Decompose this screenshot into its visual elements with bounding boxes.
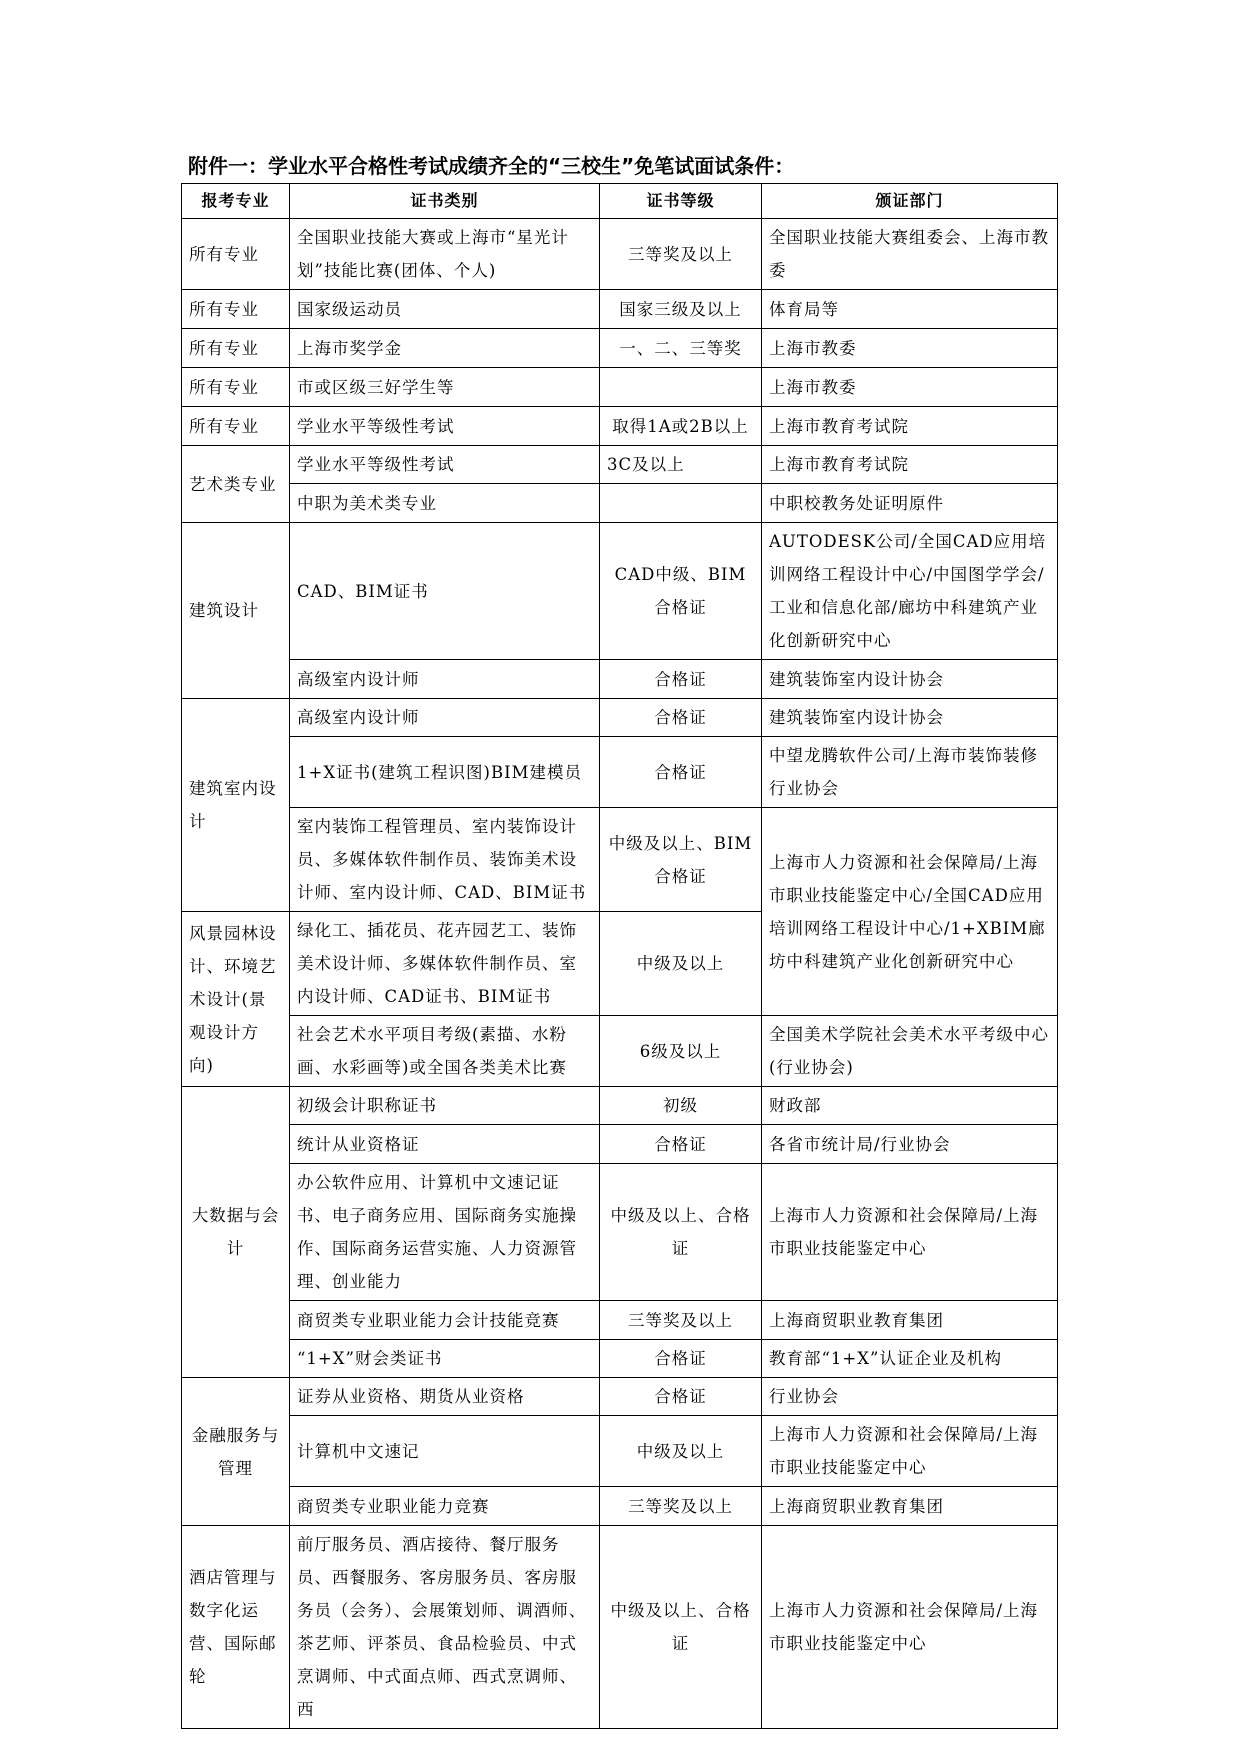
table-cell: 中级及以上	[600, 912, 762, 1016]
table-row	[182, 219, 1058, 290]
table-cell: 前厅服务员、酒店接待、餐厅服务员、西餐服务、客房服务员、客房服务员（会务）、会展策划师、调酒师、茶艺师、评茶员、食品检验员、中式烹调师、中式面点师、西式烹调师、西	[290, 1526, 600, 1729]
table-row	[182, 808, 1058, 912]
table-cell: 教育部“1+X”认证企业及机构	[762, 1340, 1058, 1378]
table-row	[182, 1416, 1058, 1487]
table-cell: 中级及以上、合格证	[600, 1164, 762, 1301]
table-cell: 财政部	[762, 1087, 1058, 1125]
table-cell: 金融服务与管理	[182, 1378, 290, 1526]
table-cell: 大数据与会计	[182, 1087, 290, 1378]
document-title: 附件一：学业水平合格性考试成绩齐全的“三校生”免笔试面试条件：	[188, 154, 795, 178]
table-cell: 办公软件应用、计算机中文速记证书、电子商务应用、国际商务实施操作、国际商务运营实施、人力资源管理、创业能力	[290, 1164, 600, 1301]
table-cell: 中望龙腾软件公司/上海市装饰装修行业协会	[762, 737, 1058, 808]
table-cell: 建筑装饰室内设计协会	[762, 660, 1058, 699]
table-cell: 所有专业	[182, 368, 290, 407]
table-cell: 合格证	[600, 660, 762, 699]
table-cell: 合格证	[600, 1378, 762, 1416]
table-cell: 上海市教委	[762, 368, 1058, 407]
table-cell: 中职校教务处证明原件	[762, 484, 1058, 523]
table-cell: 1+X证书(建筑工程识图)BIM建模员	[290, 737, 600, 808]
header-major: 报考专业	[182, 184, 290, 219]
table-cell: 合格证	[600, 737, 762, 808]
table-cell: 商贸类专业职业能力竞赛	[290, 1487, 600, 1526]
table-cell: 上海市人力资源和社会保障局/上海市职业技能鉴定中心	[762, 1526, 1058, 1729]
table-cell: 高级室内设计师	[290, 660, 600, 699]
table-cell: 合格证	[600, 699, 762, 737]
table-cell: 上海市人力资源和社会保障局/上海市职业技能鉴定中心	[762, 1416, 1058, 1487]
table-cell: 所有专业	[182, 219, 290, 290]
table-row	[182, 368, 1058, 407]
table-cell: 3C及以上	[600, 446, 762, 484]
table-cell: 三等奖及以上	[600, 1487, 762, 1526]
certificate-conditions-table	[181, 183, 1058, 1729]
table-cell: 上海市教育考试院	[762, 407, 1058, 446]
table-body	[182, 219, 1058, 1729]
table-cell: 取得1A或2B以上	[600, 407, 762, 446]
table-cell: 全国职业技能大赛组委会、上海市教委	[762, 219, 1058, 290]
table-cell: 酒店管理与数字化运营、国际邮轮	[182, 1526, 290, 1729]
table-cell: 所有专业	[182, 407, 290, 446]
table-row	[182, 1016, 1058, 1087]
table-header-row	[182, 184, 1058, 219]
table-cell: 建筑装饰室内设计协会	[762, 699, 1058, 737]
table-cell: 各省市统计局/行业协会	[762, 1125, 1058, 1164]
table-cell: 统计从业资格证	[290, 1125, 600, 1164]
table-row	[182, 407, 1058, 446]
table-cell: 初级会计职称证书	[290, 1087, 600, 1125]
table-cell: 社会艺术水平项目考级(素描、水粉画、水彩画等)或全国各类美术比赛	[290, 1016, 600, 1087]
table-cell: 高级室内设计师	[290, 699, 600, 737]
table-cell: 一、二、三等奖	[600, 329, 762, 368]
table-cell: 中级及以上、BIM合格证	[600, 808, 762, 912]
table-cell: 上海市教育考试院	[762, 446, 1058, 484]
table-cell	[600, 368, 762, 407]
table-cell: 证券从业资格、期货从业资格	[290, 1378, 600, 1416]
table-cell: 所有专业	[182, 290, 290, 329]
table-cell: 行业协会	[762, 1378, 1058, 1416]
table-cell: 国家三级及以上	[600, 290, 762, 329]
table-row	[182, 660, 1058, 699]
table-row	[182, 1487, 1058, 1526]
table-row	[182, 1125, 1058, 1164]
table-cell: 中职为美术类专业	[290, 484, 600, 523]
table-cell: 学业水平等级性考试	[290, 407, 600, 446]
table-cell: 全国职业技能大赛或上海市“星光计划”技能比赛(团体、个人)	[290, 219, 600, 290]
table-row	[182, 1526, 1058, 1729]
table-cell: 上海市人力资源和社会保障局/上海市职业技能鉴定中心/全国CAD应用培训网络工程设计中心/1+XBIM廊坊中科建筑产业化创新研究中心	[762, 808, 1058, 1016]
table-cell: 合格证	[600, 1125, 762, 1164]
table-cell: AUTODESK公司/全国CAD应用培训网络工程设计中心/中国图学学会/工业和信息化部/廊坊中科建筑产业化创新研究中心	[762, 523, 1058, 660]
table-cell: 计算机中文速记	[290, 1416, 600, 1487]
table-cell: 初级	[600, 1087, 762, 1125]
table-row	[182, 1301, 1058, 1340]
table-row	[182, 523, 1058, 660]
table-cell: 上海商贸职业教育集团	[762, 1487, 1058, 1526]
table-cell: 全国美术学院社会美术水平考级中心(行业协会)	[762, 1016, 1058, 1087]
table-cell: 上海市人力资源和社会保障局/上海市职业技能鉴定中心	[762, 1164, 1058, 1301]
table-cell: 市或区级三好学生等	[290, 368, 600, 407]
table-cell: 学业水平等级性考试	[290, 446, 600, 484]
table-row	[182, 329, 1058, 368]
table-row	[182, 737, 1058, 808]
table-cell: 艺术类专业	[182, 446, 290, 523]
table-cell: 上海商贸职业教育集团	[762, 1301, 1058, 1340]
table-cell: 上海市教委	[762, 329, 1058, 368]
table-row	[182, 1164, 1058, 1301]
table-cell: “1+X”财会类证书	[290, 1340, 600, 1378]
table-row	[182, 1378, 1058, 1416]
table-cell: 中级及以上	[600, 1416, 762, 1487]
header-certificate-type: 证书类别	[290, 184, 600, 219]
table-cell: 所有专业	[182, 329, 290, 368]
header-issuing-authority: 颁证部门	[762, 184, 1058, 219]
table-cell: CAD中级、BIM合格证	[600, 523, 762, 660]
table-cell: 体育局等	[762, 290, 1058, 329]
table-cell: 合格证	[600, 1340, 762, 1378]
table-cell	[600, 484, 762, 523]
table-row	[182, 484, 1058, 523]
table-cell: 国家级运动员	[290, 290, 600, 329]
table-row	[182, 1340, 1058, 1378]
table-row	[182, 699, 1058, 737]
table-cell: 商贸类专业职业能力会计技能竞赛	[290, 1301, 600, 1340]
table-cell: CAD、BIM证书	[290, 523, 600, 660]
table-cell: 绿化工、插花员、花卉园艺工、装饰美术设计师、多媒体软件制作员、室内设计师、CAD证书、BIM证书	[290, 912, 600, 1016]
table-cell: 建筑设计	[182, 523, 290, 699]
table-row	[182, 1087, 1058, 1125]
table-row	[182, 290, 1058, 329]
table-cell: 三等奖及以上	[600, 1301, 762, 1340]
table-cell: 6级及以上	[600, 1016, 762, 1087]
table-cell: 室内装饰工程管理员、室内装饰设计员、多媒体软件制作员、装饰美术设计师、室内设计师、CAD、BIM证书	[290, 808, 600, 912]
table-cell: 风景园林设计、环境艺术设计(景观设计方向)	[182, 912, 290, 1087]
table-cell: 上海市奖学金	[290, 329, 600, 368]
header-certificate-level: 证书等级	[600, 184, 762, 219]
table-cell: 建筑室内设计	[182, 699, 290, 912]
table-row	[182, 446, 1058, 484]
table-cell: 中级及以上、合格证	[600, 1526, 762, 1729]
table-cell: 三等奖及以上	[600, 219, 762, 290]
